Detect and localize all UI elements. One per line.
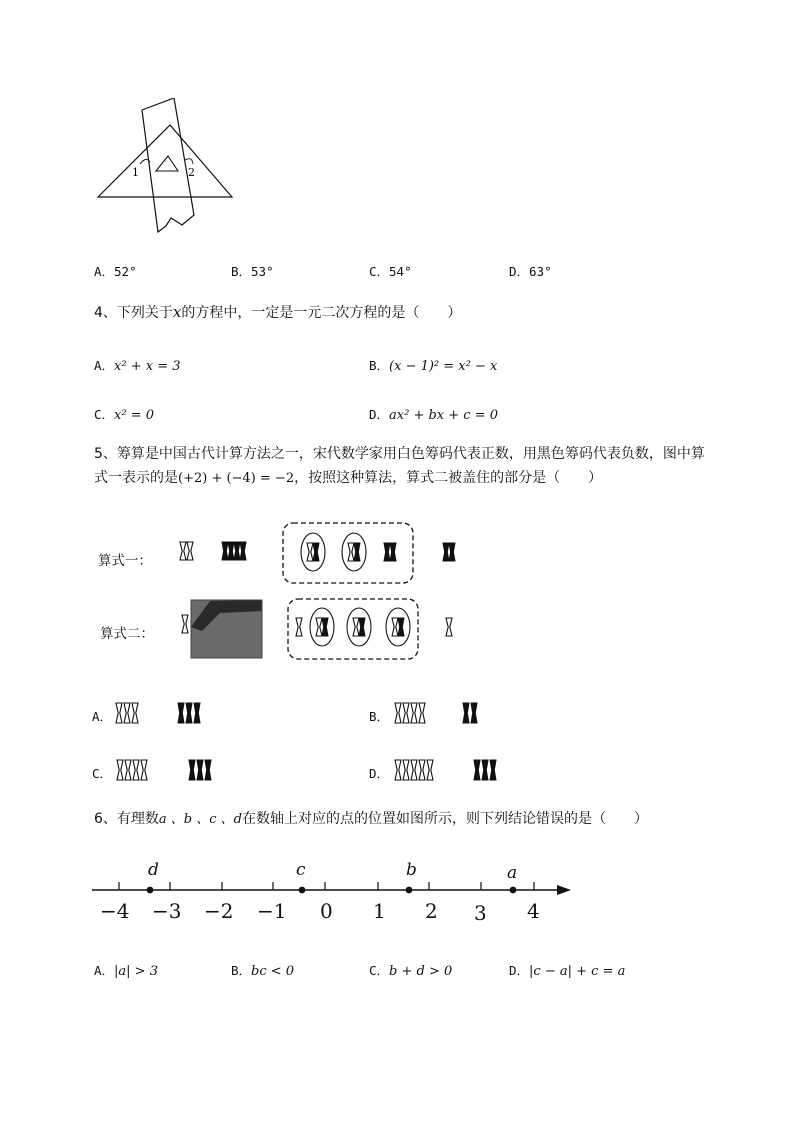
option-text: (x − 1)² = x² − x xyxy=(389,359,498,374)
angle1-label: 1 xyxy=(132,166,139,179)
angle2-label: 2 xyxy=(188,166,195,179)
option-text: 53° xyxy=(251,264,274,279)
option-text: 54° xyxy=(389,264,412,279)
question-number: 6、 xyxy=(94,811,117,827)
option-letter: D． xyxy=(369,407,390,422)
point-d xyxy=(147,887,154,894)
q5-stem-line1 xyxy=(94,442,754,466)
stem-expression: (+2) + (−4) = −2 xyxy=(178,471,295,486)
option-text: ax² + bx + c = 0 xyxy=(389,408,499,423)
q4-option-c[interactable] xyxy=(94,405,154,423)
stem-variable: x xyxy=(172,303,182,321)
option-letter: A． xyxy=(94,358,115,373)
axis-ticks xyxy=(119,882,534,890)
option-text: 52° xyxy=(114,264,137,279)
q4-option-b[interactable] xyxy=(369,356,497,374)
option-text: 63° xyxy=(529,264,552,279)
q3-option-a[interactable] xyxy=(94,262,137,280)
q6-option-c[interactable] xyxy=(369,961,452,979)
option-text: x² = 0 xyxy=(114,408,155,423)
tick-label: 4 xyxy=(527,899,540,923)
option-letter: A． xyxy=(94,264,115,279)
option-letter: B． xyxy=(369,358,390,373)
tick-label: −2 xyxy=(204,899,234,923)
stem-variables: a 、b 、c 、d xyxy=(158,812,242,827)
formula-two-label: 算式二： xyxy=(100,626,154,642)
tick-label: 0 xyxy=(320,899,333,923)
formula-one-rods xyxy=(180,523,455,583)
option-text: bc < 0 xyxy=(251,964,295,979)
point-a xyxy=(510,887,517,894)
q4-option-d[interactable] xyxy=(369,405,498,423)
point-c xyxy=(299,887,306,894)
formula-one-label: 算式一： xyxy=(98,553,152,569)
q6-option-d[interactable] xyxy=(509,961,625,979)
option-letter: C． xyxy=(369,963,390,978)
q3-option-d[interactable] xyxy=(509,262,552,280)
q6-option-a[interactable] xyxy=(94,961,158,979)
formula-two-rods xyxy=(182,599,452,659)
point-label-d: d xyxy=(148,860,159,880)
question-number: 4、 xyxy=(94,305,117,321)
axis-arrow xyxy=(557,885,571,895)
q6-stem xyxy=(94,807,648,832)
option-letter: C． xyxy=(369,264,390,279)
option-text: x² + x = 3 xyxy=(114,359,181,374)
option-letter: C． xyxy=(94,407,115,422)
tick-labels xyxy=(100,899,540,925)
angle2-arc xyxy=(185,159,193,164)
option-b-rods xyxy=(395,703,477,723)
option-letter: B． xyxy=(231,264,252,279)
option-letter: B． xyxy=(369,709,390,724)
question-number: 5、 xyxy=(94,446,117,462)
point-label-a: a xyxy=(507,863,518,883)
paper-strip xyxy=(142,98,194,232)
option-letter: A． xyxy=(94,963,115,978)
triangle-strip-figure xyxy=(90,98,240,238)
q3-option-b[interactable] xyxy=(231,262,274,280)
q4-stem xyxy=(94,300,461,325)
option-letter: B． xyxy=(231,963,252,978)
option-letter: C． xyxy=(92,766,113,781)
q4-option-a[interactable] xyxy=(94,356,181,374)
option-text: b + d > 0 xyxy=(389,964,453,979)
option-d-rods xyxy=(395,760,496,780)
stem-text: 的方程中，一定是一元二次方程的是（ ） xyxy=(181,305,462,321)
stem-text: 在数轴上对应的点的位置如图所示，则下列结论错误的是（ ） xyxy=(242,811,648,827)
point-labels xyxy=(148,860,517,883)
point-b xyxy=(406,887,413,894)
point-label-b: b xyxy=(406,860,417,880)
q6-option-b[interactable] xyxy=(231,961,294,979)
tick-label: 3 xyxy=(474,901,487,925)
number-line-figure xyxy=(88,852,578,928)
small-triangle xyxy=(156,156,178,171)
stem-text: 筹算是中国古代计算方法之一，宋代数学家用白色筹码代表正数，用黑色筹码代表负数，图中算 xyxy=(116,446,705,462)
stem-text: 下列关于 xyxy=(116,305,173,321)
q5-stem xyxy=(94,442,754,491)
tick-label: −3 xyxy=(152,899,182,923)
triangle-outline xyxy=(98,125,232,197)
option-letter: A． xyxy=(92,709,113,724)
covered-part xyxy=(191,600,262,658)
option-letter: D． xyxy=(509,264,530,279)
tick-label: 2 xyxy=(425,899,438,923)
stem-text: 有理数 xyxy=(116,811,159,827)
q5-option-rods xyxy=(110,700,510,790)
option-c-rods xyxy=(117,760,211,780)
counting-rods-figure xyxy=(170,515,480,665)
stem-text: 式一表示的是 xyxy=(94,470,178,486)
q3-option-c[interactable] xyxy=(369,262,412,280)
q5-stem-line2 xyxy=(94,466,754,491)
stem-text: ，按照这种算法，算式二被盖住的部分是（ ） xyxy=(294,470,603,486)
point-label-c: c xyxy=(296,860,306,880)
option-letter: D． xyxy=(369,766,390,781)
option-text: |a| > 3 xyxy=(114,964,158,979)
option-letter: D． xyxy=(509,963,530,978)
tick-label: 1 xyxy=(373,899,386,923)
option-a-rods xyxy=(116,703,200,723)
tick-label: −1 xyxy=(257,899,287,923)
tick-label: −4 xyxy=(100,899,130,923)
option-text: |c − a| + c = a xyxy=(529,964,626,979)
